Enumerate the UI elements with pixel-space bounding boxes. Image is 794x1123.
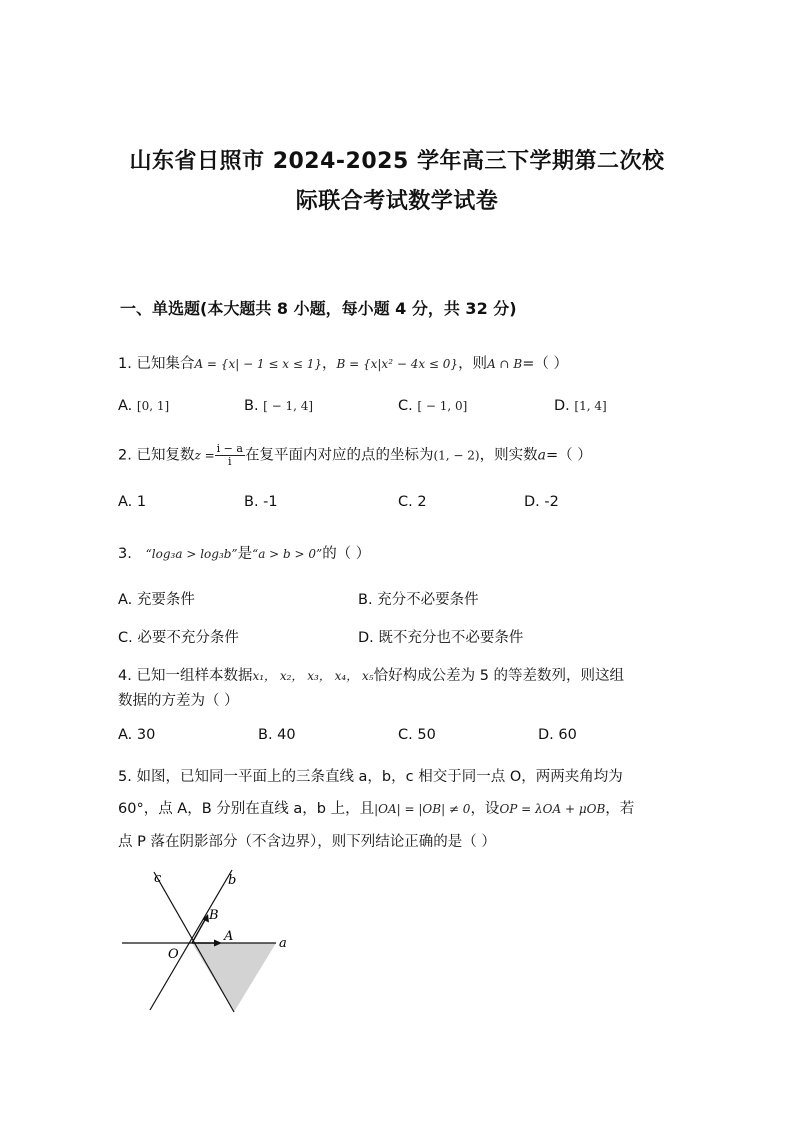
q2-mid: 在复平面内对应的点的坐标为 — [244, 447, 434, 464]
label-origin-o: O — [168, 947, 179, 962]
q1-option-b: B. [ − 1, 4] — [244, 398, 314, 414]
question-4 — [118, 664, 624, 685]
q2-var: a — [537, 447, 546, 464]
label-point-a: A — [224, 929, 234, 944]
q3-condition-2: “a > b > 0” — [252, 547, 323, 561]
q2-prefix: 2. 已知复数 — [118, 447, 195, 464]
q2-z: z = — [194, 448, 215, 463]
question-1 — [118, 352, 568, 373]
q4-prefix: 4. 已知一组样本数据 — [118, 668, 253, 684]
label-c: c — [154, 871, 162, 886]
q5-line3: 点 P 落在阴影部分（不含边界），则下列结论正确的是（ ） — [118, 834, 496, 850]
q2-tail2: =（ ） — [545, 447, 592, 464]
q5-line1: 5. 如图，已知同一平面上的三条直线 a，b，c 相交于同一点 O，两两夹角均为 — [118, 769, 623, 785]
q2-option-c: C. 2 — [398, 494, 427, 510]
q4-line1-tail: 恰好构成公差为 5 的等差数列，则这组 — [373, 668, 625, 684]
q3-number: 3. — [118, 546, 132, 562]
vector-ob — [192, 918, 206, 943]
q4-option-a: A. 30 — [118, 727, 156, 743]
q1-set-b: B = {x|x² − 4x ≤ 0} — [336, 357, 459, 371]
q4-line2: 数据的方差为（ ） — [118, 693, 239, 709]
exam-title-line1: 山东省日照市 2024-2025 学年高三下学期第二次校 — [129, 149, 665, 174]
shaded-region — [192, 943, 276, 1012]
q2-fraction: $\frac{i - a}{i}$ — [216, 442, 243, 468]
q3-option-d: D. 既不充分也不必要条件 — [358, 630, 524, 646]
q1-expr: A ∩ B — [487, 357, 523, 371]
q3-mid: 是 — [237, 546, 253, 562]
q5-vector-equation: OP = λOA + μOB — [499, 802, 606, 816]
q1-sep: ， — [321, 356, 337, 372]
exam-title-line2: 际联合考试数学试卷 — [295, 189, 499, 214]
q1-tail: =（ ） — [522, 356, 568, 372]
q2-option-a: A. 1 — [118, 494, 147, 510]
q3-option-a: A. 充要条件 — [118, 592, 195, 608]
q1-option-d: D. [1, 4] — [554, 398, 607, 414]
q1-option-c: C. [ − 1, 0] — [398, 398, 468, 414]
q4-option-c: C. 50 — [398, 727, 436, 743]
section-heading: 一、单选题(本大题共 8 小题，每小题 4 分，共 32 分) — [120, 299, 517, 318]
q5-line2 — [118, 797, 634, 818]
question-2 — [118, 443, 592, 468]
q3-option-c: C. 必要不充分条件 — [118, 630, 239, 646]
line-c — [154, 872, 237, 1012]
q5-line2b: ，设 — [470, 801, 500, 817]
label-point-b: B — [209, 908, 219, 923]
q5-condition: |OA| = |OB| ≠ 0 — [374, 802, 471, 816]
q3-tail: 的（ ） — [322, 546, 371, 562]
q3-option-b: B. 充分不必要条件 — [358, 592, 479, 608]
q2-option-d: D. -2 — [524, 494, 559, 510]
q3-condition-1: “log₃a > log₃b” — [145, 547, 238, 561]
q1-prefix: 1. 已知集合 — [118, 356, 195, 372]
label-a: a — [279, 936, 287, 951]
q1-option-a: A. [0, 1] — [118, 398, 170, 414]
q2-point: (1, − 2) — [433, 448, 480, 463]
line-b — [150, 870, 232, 1010]
question-3 — [118, 542, 370, 563]
q4-data: x₁， x₂， x₃， x₄， x₅ — [252, 669, 374, 683]
q5-figure — [118, 866, 308, 1016]
q2-option-b: B. -1 — [244, 494, 278, 510]
q1-set-a: A = {x| − 1 ≤ x ≤ 1} — [194, 357, 322, 371]
q5-line2a: 60°，点 A，B 分别在直线 a，b 上，且 — [118, 801, 375, 817]
q4-option-d: D. 60 — [538, 727, 577, 743]
q2-tail1: ，则实数 — [479, 447, 538, 464]
q4-option-b: B. 40 — [258, 727, 296, 743]
q5-line2c: ，若 — [605, 801, 635, 817]
label-b: b — [228, 873, 237, 888]
q1-mid: ，则 — [458, 356, 488, 372]
